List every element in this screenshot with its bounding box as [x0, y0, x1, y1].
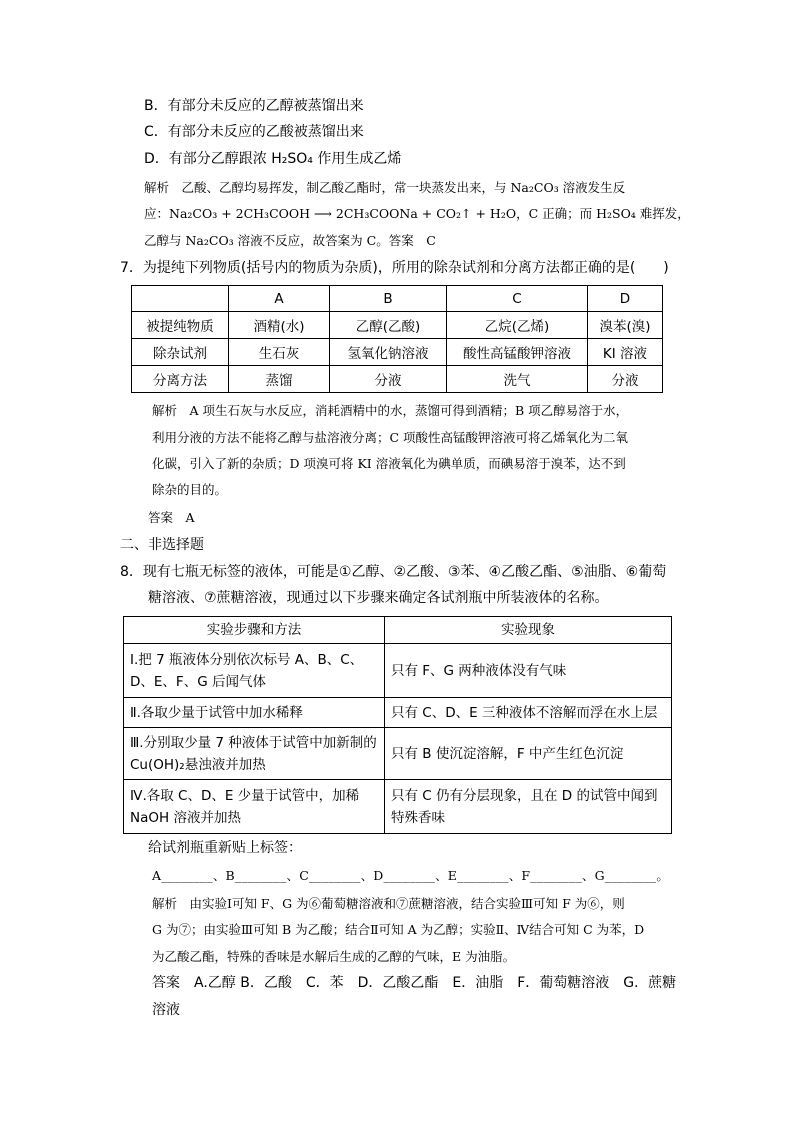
q6-option-c: C．有部分未反应的乙酸被蒸馏出来 — [144, 124, 364, 140]
table-cell: 乙烷(乙烯) — [447, 312, 588, 339]
table-cell: 酒精(水) — [229, 312, 330, 339]
table-cell: Ⅱ.各取少量于试管中加水稀释 — [124, 698, 385, 728]
q8-header-cell: 实验步骤和方法 — [124, 617, 385, 644]
table-cell: 酸性高锰酸钾溶液 — [447, 339, 588, 366]
table-cell: 只有 C 仍有分层现象，且在 D 的试管中闻到特殊香味 — [385, 780, 672, 834]
table-row — [124, 698, 672, 728]
table-row — [132, 312, 663, 339]
q8-header-cell: 实验现象 — [385, 617, 672, 644]
table-cell: 分液 — [330, 366, 447, 393]
table-row — [124, 780, 672, 834]
q8-analysis-line1: 解析 由实验Ⅰ可知 F、G 为⑥葡萄糖溶液和⑦蔗糖溶液，结合实验Ⅲ可知 F 为⑥，则 — [152, 896, 625, 911]
q7-header-cell: D — [588, 286, 663, 312]
table-cell: 蒸馏 — [229, 366, 330, 393]
table-cell: 被提纯物质 — [132, 312, 229, 339]
table-cell: 只有 F、G 两种液体没有气味 — [385, 644, 672, 698]
table-cell: 溴苯(溴) — [588, 312, 663, 339]
q7-stem: 7．为提纯下列物质(括号内的物质为杂质)，所用的除杂试剂和分离方法都正确的是( ) — [120, 260, 669, 276]
q7-table-header-row — [132, 286, 663, 312]
table-cell: Ⅰ.把 7 瓶液体分别依次标号 A、B、C、D、E、F、G 后闻气体 — [124, 644, 385, 698]
q7-header-cell: A — [229, 286, 330, 312]
table-cell: 只有 B 使沉淀溶解，F 中产生红色沉淀 — [385, 728, 672, 780]
q7-table — [131, 285, 663, 393]
q7-answer: 答案 A — [148, 510, 195, 525]
q7-header-cell: B — [330, 286, 447, 312]
q6-option-b: B．有部分未反应的乙醇被蒸馏出来 — [144, 98, 364, 114]
q8-stem-line2: 糖溶液、⑦蔗糖溶液，现通过以下步骤来确定各试剂瓶中所装液体的名称。 — [148, 590, 609, 606]
section-title: 二、非选择题 — [120, 537, 204, 553]
q7-header-cell — [132, 286, 229, 312]
table-cell: 分离方法 — [132, 366, 229, 393]
table-row — [124, 728, 672, 780]
q8-analysis-line2: G 为⑦；由实验Ⅲ可知 B 为乙酸；结合Ⅱ可知 A 为乙醇；实验Ⅱ、Ⅳ结合可知 C 为苯，D — [152, 922, 645, 937]
table-row — [132, 366, 663, 393]
q8-table — [123, 616, 672, 834]
table-cell: 除杂试剂 — [132, 339, 229, 366]
table-cell: 生石灰 — [229, 339, 330, 366]
q7-analysis-line4: 除杂的目的。 — [152, 482, 228, 497]
table-cell: Ⅳ.各取 C、D、E 少量于试管中，加稀 NaOH 溶液并加热 — [124, 780, 385, 834]
table-cell: 只有 C、D、E 三种液体不溶解而浮在水上层 — [385, 698, 672, 728]
q8-table-header-row — [124, 617, 672, 644]
q7-header-cell: C — [447, 286, 588, 312]
q7-analysis-line3: 化碳，引入了新的杂质；D 项溴可将 KI 溶液氧化为碘单质，而碘易溶于溴苯，达不到 — [152, 456, 626, 471]
table-cell: 乙醇(乙酸) — [330, 312, 447, 339]
table-cell: 分液 — [588, 366, 663, 393]
q7-analysis-line2: 利用分液的方法不能将乙醇与盐溶液分离；C 项酸性高锰酸钾溶液可将乙烯氧化为二氧 — [152, 430, 629, 445]
table-row — [132, 339, 663, 366]
q8-analysis-line3: 为乙酸乙酯，特殊的香味是水解后生成的乙醇的气味，E 为油脂。 — [152, 949, 516, 964]
q6-analysis-line3: 乙醇与 Na₂CO₃ 溶液不反应，故答案为 C。答案 C — [144, 233, 436, 248]
q8-answer-blanks: A________、B________、C________、D________、E________、F________、G________。 — [152, 868, 670, 883]
q8-answer-line2: 溶液 — [152, 1002, 180, 1018]
table-row — [124, 644, 672, 698]
table-cell: 洗气 — [447, 366, 588, 393]
q6-option-d: D．有部分乙醇跟浓 H₂SO₄ 作用生成乙烯 — [144, 151, 402, 167]
q6-analysis-line2: 应：Na₂CO₃ + 2CH₃COOH ⟶ 2CH₃COONa + CO₂↑ + H₂O，C 正确；而 H₂SO₄ 难挥发， — [144, 206, 690, 221]
q8-answer-line1: 答案 A.乙醇 B．乙酸 C．苯 D．乙酸乙酯 E．油脂 F．葡萄糖溶液 G．蔗糖 — [152, 975, 677, 991]
q6-analysis-line1: 解析 乙酸、乙醇均易挥发，制乙酸乙酯时，常一块蒸发出来，与 Na₂CO₃ 溶液发生反 — [144, 180, 626, 195]
q8-stem-line1: 8．现有七瓶无标签的液体，可能是①乙醇、②乙酸、③苯、④乙酸乙酯、⑤油脂、⑥葡萄 — [120, 564, 667, 580]
q8-label-prompt: 给试剂瓶重新贴上标签： — [148, 840, 302, 856]
table-cell: 氢氧化钠溶液 — [330, 339, 447, 366]
table-cell: KI 溶液 — [588, 339, 663, 366]
table-cell: Ⅲ.分别取少量 7 种液体于试管中加新制的 Cu(OH)₂悬浊液并加热 — [124, 728, 385, 780]
q7-analysis-line1: 解析 A 项生石灰与水反应，消耗酒精中的水，蒸馏可得到酒精；B 项乙醇易溶于水， — [152, 403, 629, 418]
